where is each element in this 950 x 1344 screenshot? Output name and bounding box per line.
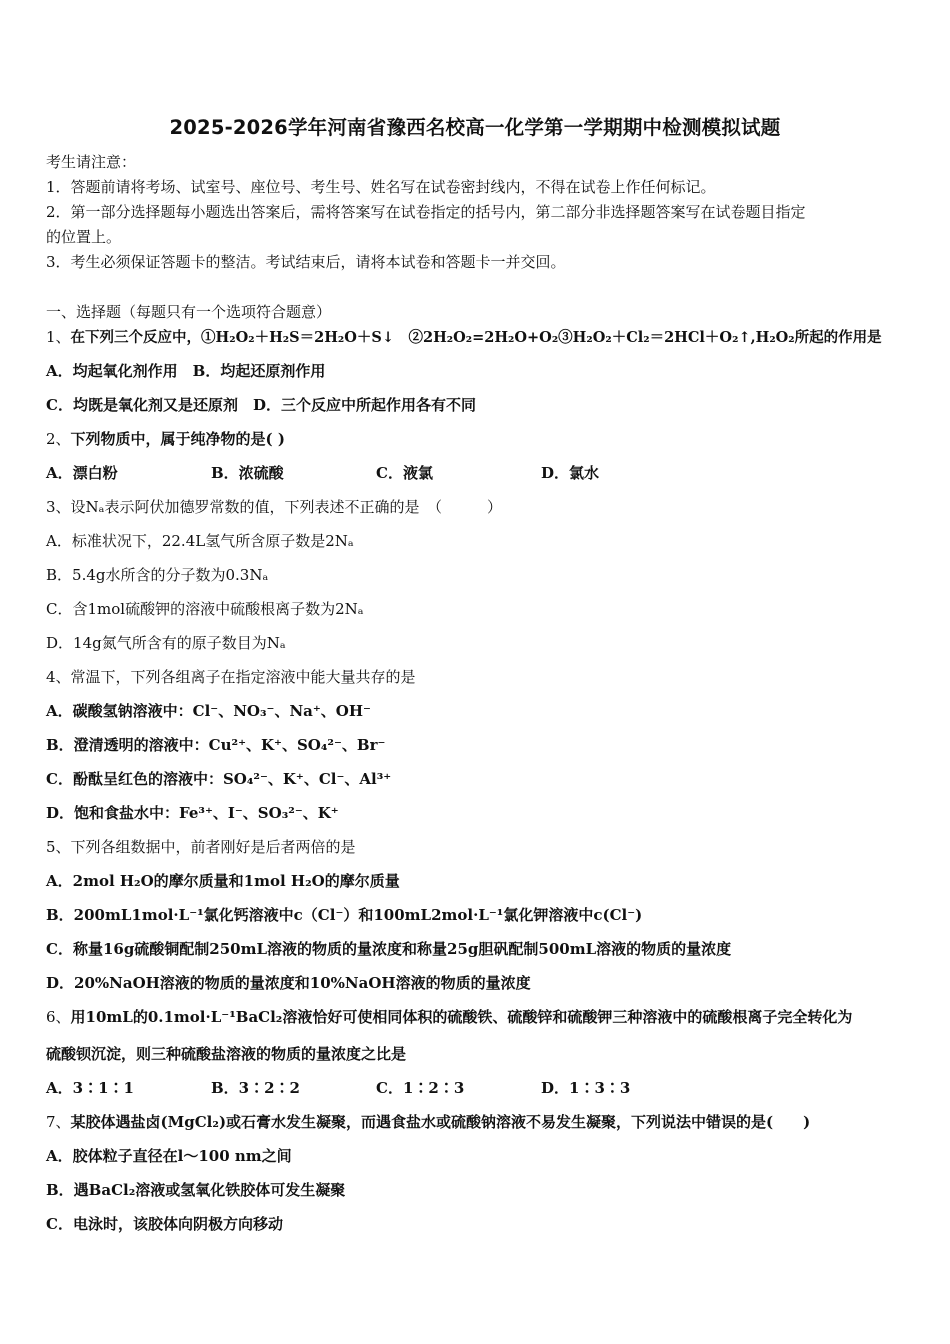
option-d: D．1∶3∶3	[541, 1079, 631, 1097]
notice-item-3: 3．考生必须保证答题卡的整洁。考试结束后，请将本试卷和答题卡一并交回。	[46, 253, 566, 271]
question-stem: 常温下，下列各组离子在指定溶液中能大量共存的是	[70, 668, 416, 686]
question-stem: 在下列三个反应中，①H₂O₂＋H₂S＝2H₂O＋S↓ ②2H₂O₂=2H₂O+O₂③H₂O₂＋Cl₂＝2HCl＋O₂↑,H₂O₂所起的作用是	[70, 329, 882, 346]
q5-option-b: B．200mL1mol·L⁻¹氯化钙溶液中c（Cl⁻）和100mL2mol·L⁻¹氯化钾溶液中c(Cl⁻)	[46, 906, 643, 924]
q4-option-d: D．饱和食盐水中：Fe³⁺、I⁻、SO₃²⁻、K⁺	[46, 804, 339, 822]
q1-options-ab: A．均起氧化剂作用 B．均起还原剂作用	[46, 362, 326, 380]
q7-option-b: B．遇BaCl₂溶液或氢氧化铁胶体可发生凝聚	[46, 1181, 346, 1199]
question-3	[46, 497, 502, 517]
page-title: 2025-2026学年河南省豫西名校高一化学第一学期期中检测模拟试题	[169, 116, 781, 139]
section-heading: 一、选择题（每题只有一个选项符合题意）	[46, 303, 332, 321]
notice-item-2: 2．第一部分选择题每小题选出答案后，需将答案写在试卷指定的括号内，第二部分非选择题答案写在试卷题目指定	[46, 203, 806, 221]
question-1	[46, 327, 882, 348]
notice-heading: 考生请注意：	[46, 153, 137, 171]
q7-option-a: A．胶体粒子直径在l～100 nm之间	[46, 1147, 292, 1165]
question-stem: 用10mL的0.1mol·L⁻¹BaCl₂溶液恰好可使相同体积的硫酸铁、硫酸锌和硫酸钾三种溶液中的硫酸根离子完全转化为	[70, 1008, 853, 1026]
question-number: 7、	[46, 1113, 71, 1131]
q3-option-b: B．5.4g水所含的分子数为0.3Nₐ	[46, 566, 269, 584]
question-6-cont: 硫酸钡沉淀，则三种硫酸盐溶液的物质的量浓度之比是	[46, 1045, 407, 1063]
question-number: 3、	[46, 498, 71, 516]
q3-option-d: D．14g氮气所含有的原子数目为Nₐ	[46, 634, 286, 652]
q4-option-b: B．澄清透明的溶液中：Cu²⁺、K⁺、SO₄²⁻、Br⁻	[46, 736, 386, 754]
notice-item-1: 1．答题前请将考场、试室号、座位号、考生号、姓名写在试卷密封线内，不得在试卷上作任何标记。	[46, 178, 716, 196]
q5-option-a: A．2mol H₂O的摩尔质量和1mol H₂O的摩尔质量	[46, 872, 400, 890]
option-c: C．1∶2∶3	[376, 1079, 465, 1097]
q4-option-a: A．碳酸氢钠溶液中：Cl⁻、NO₃⁻、Na⁺、OH⁻	[46, 702, 371, 720]
q5-option-c: C．称量16g硫酸铜配制250mL溶液的物质的量浓度和称量25g胆矾配制500mL溶液的物质的量浓度	[46, 940, 732, 958]
question-4	[46, 667, 416, 687]
question-number: 5、	[46, 838, 71, 856]
question-2	[46, 429, 285, 449]
q7-option-c: C．电泳时，该胶体向阴极方向移动	[46, 1215, 283, 1233]
q5-option-d: D．20%NaOH溶液的物质的量浓度和10%NaOH溶液的物质的量浓度	[46, 974, 531, 992]
question-number: 4、	[46, 668, 71, 686]
q6-options	[46, 1078, 706, 1098]
q3-option-a: A．标准状况下，22.4L氢气所含原子数是2Nₐ	[46, 532, 354, 550]
question-stem: 设Nₐ表示阿伏加德罗常数的值，下列表述不正确的是 （ ）	[70, 498, 502, 516]
option-b: B．浓硫酸	[211, 464, 284, 482]
q4-option-c: C．酚酞呈红色的溶液中：SO₄²⁻、K⁺、Cl⁻、Al³⁺	[46, 770, 392, 788]
question-number: 6、	[46, 1008, 71, 1026]
option-a: A．漂白粉	[46, 464, 118, 482]
question-stem: 下列物质中，属于纯净物的是( )	[70, 430, 285, 448]
notice-item-2-cont: 的位置上。	[46, 228, 122, 246]
question-number: 2、	[46, 430, 71, 448]
q2-options	[46, 463, 706, 483]
option-b: B．3∶2∶2	[211, 1079, 300, 1097]
question-stem: 下列各组数据中，前者刚好是后者两倍的是	[70, 838, 356, 856]
q1-options-cd: C．均既是氧化剂又是还原剂 D．三个反应中所起作用各有不同	[46, 396, 476, 414]
option-d: D．氯水	[541, 464, 600, 482]
question-5	[46, 837, 356, 857]
option-c: C．液氯	[376, 464, 433, 482]
question-6	[46, 1007, 852, 1027]
question-stem: 某胶体遇盐卤(MgCl₂)或石膏水发生凝聚，而遇食盐水或硫酸钠溶液不易发生凝聚，下列说法中错误的是( )	[70, 1113, 811, 1131]
option-a: A．3∶1∶1	[46, 1079, 134, 1097]
q3-option-c: C．含1mol硫酸钾的溶液中硫酸根离子数为2Nₐ	[46, 600, 364, 618]
question-number: 1、	[46, 328, 71, 346]
question-7	[46, 1112, 810, 1132]
